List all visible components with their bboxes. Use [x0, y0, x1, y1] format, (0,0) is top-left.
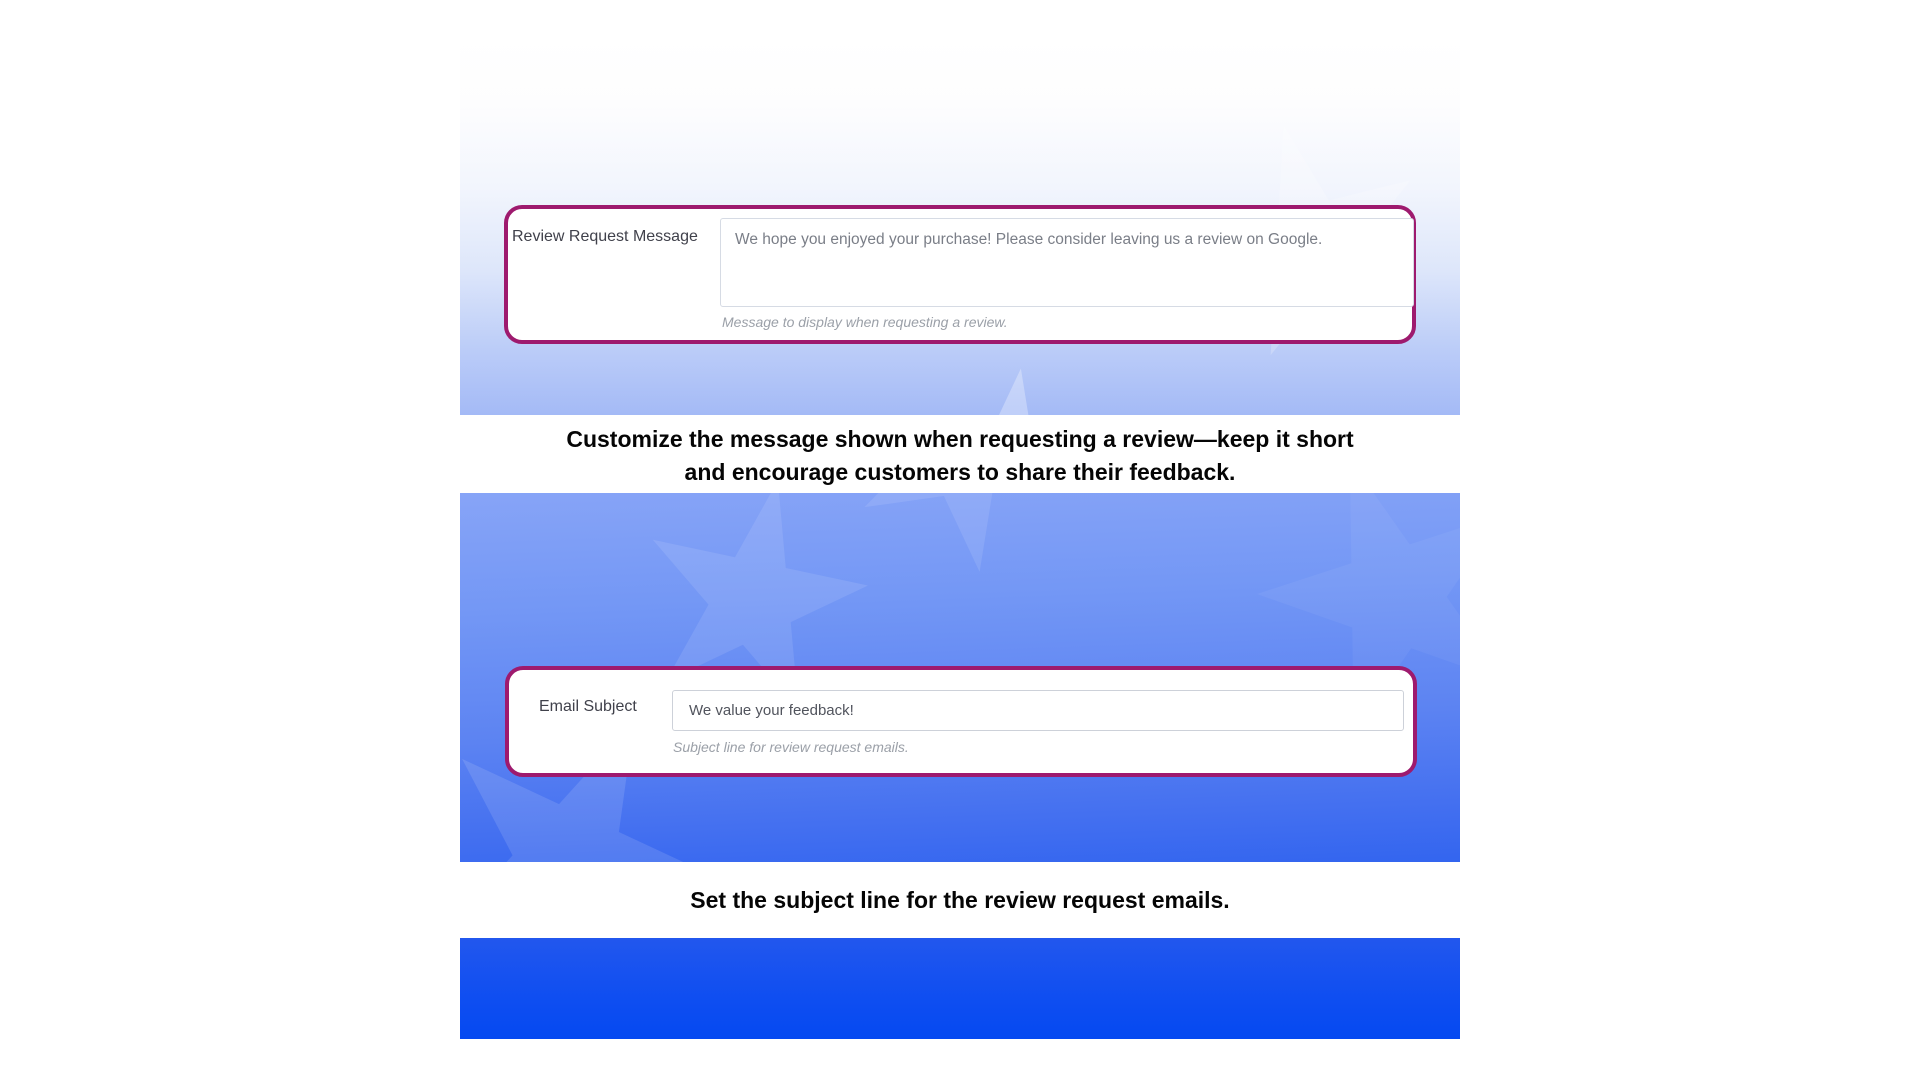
review-request-message-textarea[interactable] [720, 218, 1414, 307]
review-request-message-label: Review Request Message [512, 228, 698, 245]
email-subject-input[interactable] [672, 690, 1404, 731]
star-decoration [846, 493, 1083, 587]
review-message-caption [0, 423, 1920, 489]
footer-screenshot-panel [460, 938, 1460, 1039]
email-subject-label: Email Subject [539, 698, 637, 715]
review-message-highlight-box [504, 205, 1416, 344]
caption-line: Customize the message shown when requesting a review—keep it short [566, 426, 1354, 452]
email-subject-helper-text: Subject line for review request emails. [673, 739, 909, 755]
star-decoration [831, 348, 1170, 415]
email-subject-caption [0, 884, 1920, 917]
email-subject-screenshot-panel [460, 493, 1460, 862]
review-message-screenshot-panel [460, 37, 1460, 415]
caption-line: and encourage customers to share their feedback. [684, 459, 1236, 485]
review-message-helper-text: Message to display when requesting a review. [722, 314, 1008, 330]
email-subject-highlight-box [505, 666, 1417, 777]
caption-line: Set the subject line for the review request emails. [690, 887, 1230, 913]
